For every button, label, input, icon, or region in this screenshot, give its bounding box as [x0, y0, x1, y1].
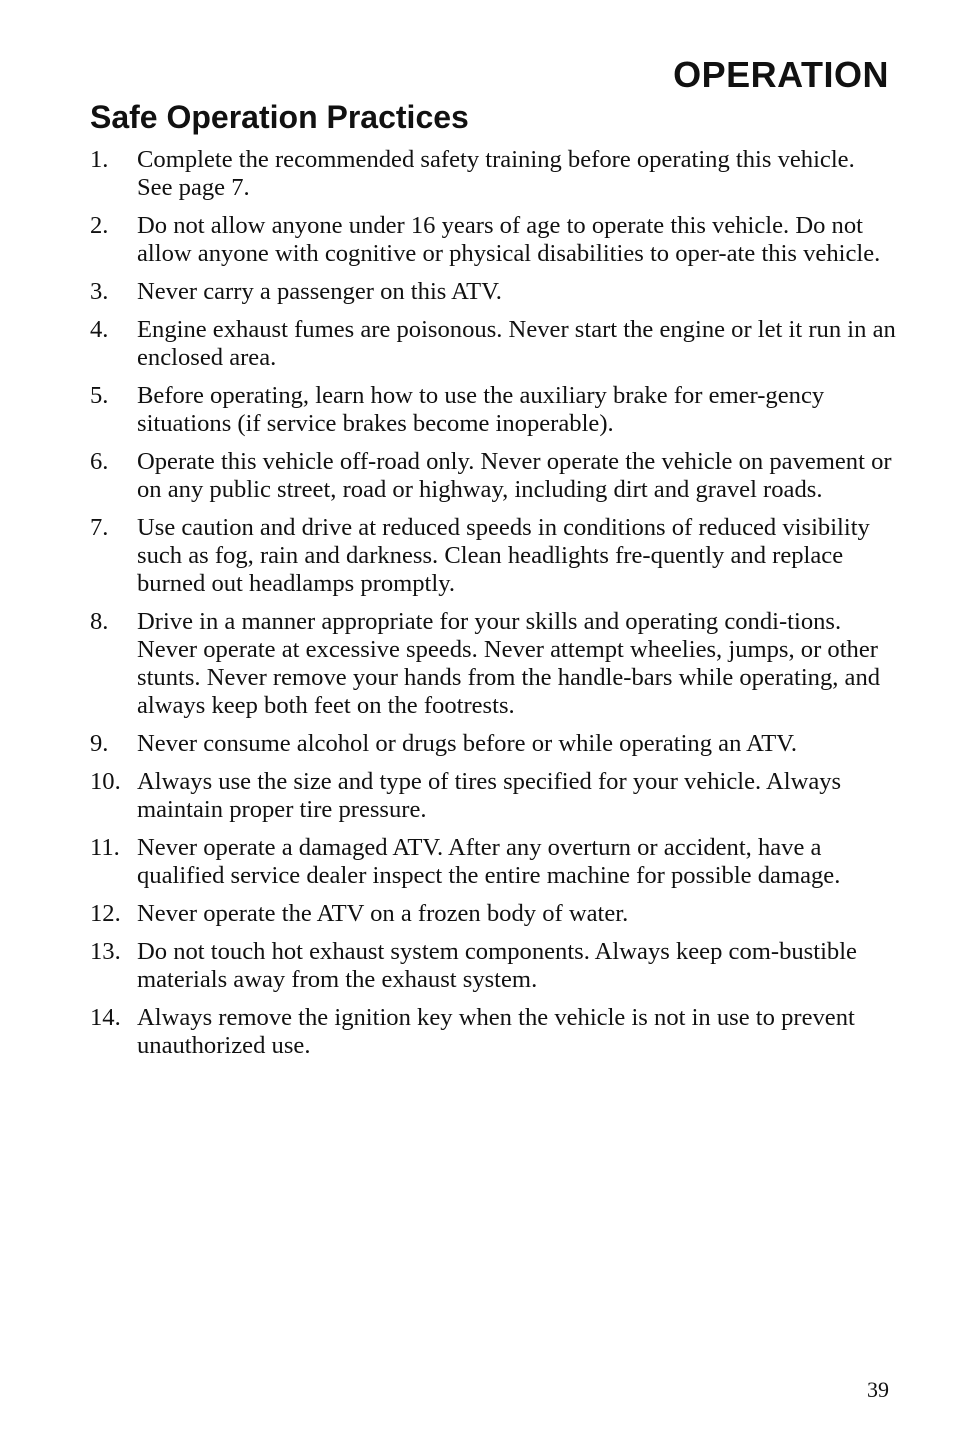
item-text: Always use the size and type of tires specified for your vehicle. Always maintain proper tire pressure.	[137, 768, 842, 823]
item-text: Complete the recommended safety training before operating this vehicle. See page 7.	[137, 146, 855, 201]
item-number: 10.	[90, 768, 121, 795]
item-number: 6.	[90, 448, 109, 475]
section-header: OPERATION	[673, 54, 889, 95]
item-number: 3.	[90, 278, 109, 305]
item-number: 7.	[90, 514, 109, 541]
item-text: Always remove the ignition key when the vehicle is not in use to prevent unauthorized use.	[137, 1004, 855, 1059]
list-item	[90, 1004, 896, 1060]
list-item	[90, 608, 896, 720]
item-text: Before operating, learn how to use the auxiliary brake for emer-gency situations (if service brakes become inoperable).	[137, 382, 825, 437]
list-item	[90, 212, 896, 268]
item-number: 8.	[90, 608, 109, 635]
list-item	[90, 448, 896, 504]
list-item	[90, 834, 896, 890]
item-text: Operate this vehicle off-road only. Never operate the vehicle on pavement or on any public street, road or highway, including dirt and gravel roads.	[137, 448, 892, 503]
item-number: 2.	[90, 212, 109, 239]
safety-practices-list	[90, 146, 896, 1070]
list-item	[90, 316, 896, 372]
item-number: 4.	[90, 316, 109, 343]
page-title: Safe Operation Practices	[90, 99, 469, 135]
item-number: 13.	[90, 938, 121, 965]
item-text: Do not allow anyone under 16 years of age to operate this vehicle. Do not allow anyone with cognitive or physical disabilities to oper-ate this vehicle.	[137, 212, 881, 267]
list-item	[90, 730, 896, 758]
item-number: 5.	[90, 382, 109, 409]
item-number: 9.	[90, 730, 109, 757]
list-item	[90, 768, 896, 824]
item-text: Never operate the ATV on a frozen body of water.	[137, 900, 629, 927]
list-item	[90, 146, 896, 202]
list-item	[90, 514, 896, 598]
item-number: 11.	[90, 834, 120, 861]
list-item	[90, 382, 896, 438]
item-text: Never operate a damaged ATV. After any overturn or accident, have a qualified service dealer inspect the entire machine for possible damage.	[137, 834, 841, 889]
item-text: Engine exhaust fumes are poisonous. Never start the engine or let it run in an enclosed area.	[137, 316, 896, 371]
list-item	[90, 278, 896, 306]
item-text: Do not touch hot exhaust system components. Always keep com-bustible materials away from the exhaust system.	[137, 938, 857, 993]
item-text: Never carry a passenger on this ATV.	[137, 278, 502, 305]
item-number: 14.	[90, 1004, 121, 1031]
item-text: Never consume alcohol or drugs before or while operating an ATV.	[137, 730, 797, 757]
item-number: 12.	[90, 900, 121, 927]
item-text: Use caution and drive at reduced speeds in conditions of reduced visibility such as fog, rain and darkness. Clean headlights fre-quently and replace burned out headlamps promptly.	[137, 514, 870, 597]
item-number: 1.	[90, 146, 109, 173]
list-item	[90, 938, 896, 994]
page-number: 39	[867, 1377, 889, 1402]
item-text: Drive in a manner appropriate for your skills and operating condi-tions. Never operate at excessive speeds. Never attempt wheelies, jumps, or other stunts. Never remove your hands from the handle-bars while operating, and always keep both feet on the footrests.	[137, 608, 881, 719]
list-item	[90, 900, 896, 928]
